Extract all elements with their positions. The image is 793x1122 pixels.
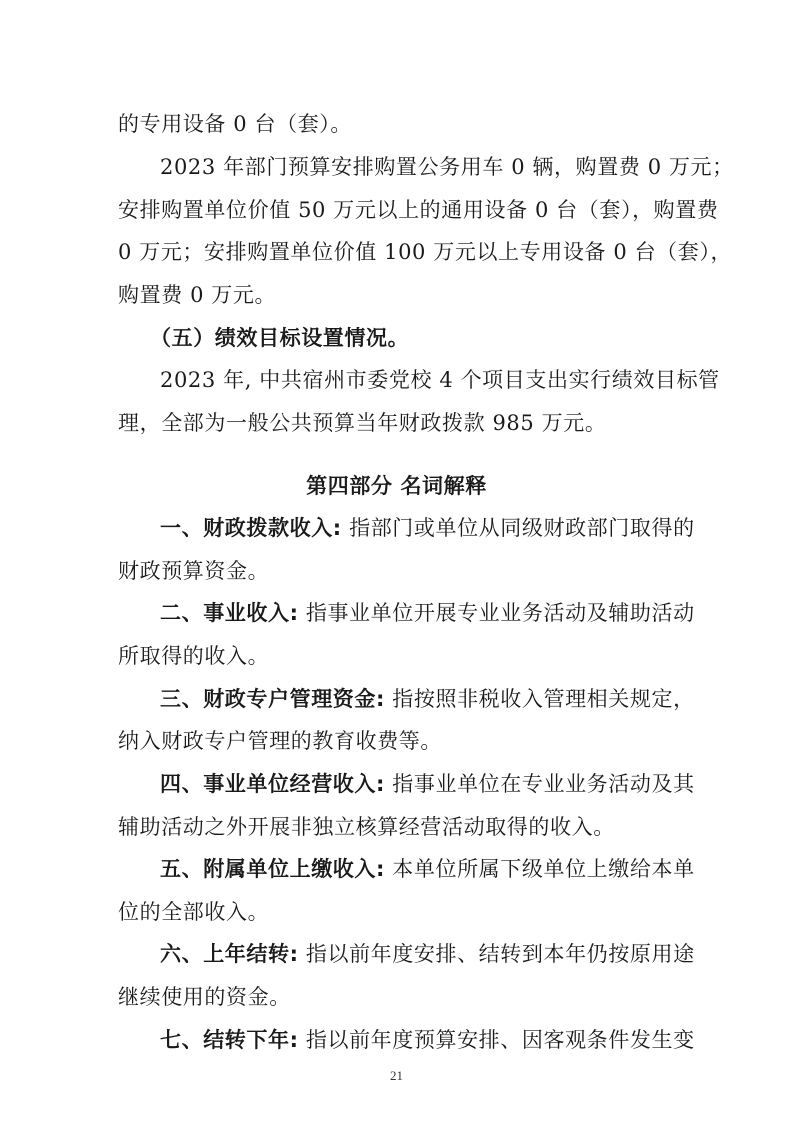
- term-entry: [160, 512, 695, 542]
- term-entry: [160, 938, 695, 968]
- term-definition-cont: 所取得的收入。: [118, 644, 270, 668]
- term-definition: 指以前年度安排、结转到本年仍按原用途: [298, 942, 695, 966]
- term-label: 二、事业收入:: [160, 601, 299, 625]
- page-number: 21: [390, 1068, 403, 1083]
- term-label: 三、财政专户管理资金:: [160, 687, 385, 711]
- term-label: 五、附属单位上缴收入:: [160, 857, 385, 881]
- body-line: 0 万元；安排购置单位价值 100 万元以上专用设备 0 台（套），: [118, 240, 733, 264]
- term-label: 六、上年结转:: [160, 942, 299, 966]
- body-line: 安排购置单位价值 50 万元以上的通用设备 0 台（套），购置费: [118, 198, 719, 222]
- term-definition: 指按照非税收入管理相关规定，: [385, 687, 695, 711]
- term-definition: 指以前年度预算安排、因客观条件发生变: [298, 1028, 695, 1052]
- body-line: 2023 年部门预算安排购置公务用车 0 辆，购置费 0 万元；: [160, 155, 734, 179]
- part-title: 第四部分 名词解释: [306, 474, 487, 498]
- body-line: 2023 年, 中共宿州市委党校 4 个项目支出实行绩效目标管: [160, 368, 720, 392]
- term-definition-cont: 位的全部收入。: [118, 900, 270, 924]
- term-definition: 指部门或单位从同级财政部门取得的: [341, 516, 695, 540]
- term-definition-cont: 纳入财政专户管理的教育收费等。: [118, 729, 442, 753]
- term-definition-cont: 财政预算资金。: [118, 559, 270, 583]
- term-entry: [160, 768, 695, 798]
- term-entry: [160, 597, 695, 627]
- term-definition: 指事业单位开展专业业务活动及辅助活动: [298, 601, 695, 625]
- term-label: 七、结转下年:: [160, 1028, 299, 1052]
- term-entry: [160, 683, 695, 713]
- body-line: 的专用设备 0 台（套）。: [118, 112, 353, 136]
- term-definition-cont: 辅助活动之外开展非独立核算经营活动取得的收入。: [118, 815, 615, 839]
- term-definition: 指事业单位在专业业务活动及其: [385, 772, 695, 796]
- term-definition: 本单位所属下级单位上缴给本单: [385, 857, 695, 881]
- term-label: 一、财政拨款收入:: [160, 516, 342, 540]
- term-entry: [160, 1024, 695, 1054]
- term-entry: [160, 853, 695, 883]
- section-heading: （五）绩效目标设置情况。: [150, 326, 410, 350]
- term-definition-cont: 继续使用的资金。: [118, 985, 291, 1009]
- body-line: 理，全部为一般公共预算当年财政拨款 985 万元。: [118, 411, 607, 435]
- term-label: 四、事业单位经营收入:: [160, 772, 385, 796]
- body-line: 购置费 0 万元。: [118, 283, 277, 307]
